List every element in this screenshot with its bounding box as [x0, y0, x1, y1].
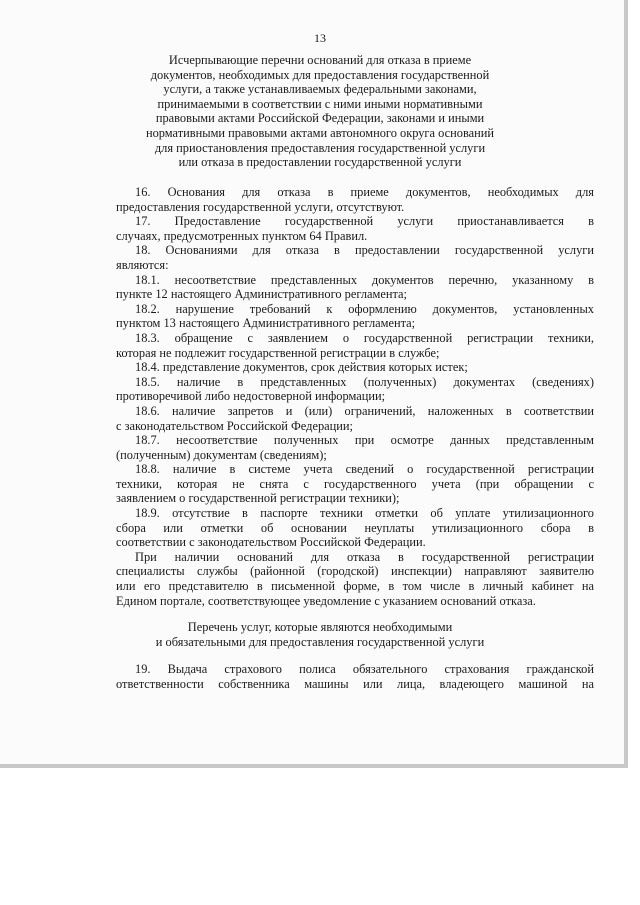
heading-line: Исчерпывающие перечни оснований для отказа в приеме — [168, 53, 472, 67]
heading-line: документов, необходимых для предоставления государственной — [150, 67, 490, 82]
text-line: пункте 12 настоящего Административного регламента; — [116, 287, 407, 302]
text-line: являются: — [116, 257, 169, 272]
text-line: 18. Основаниями для отказа в предоставлении государственной услуги — [135, 243, 594, 258]
heading-line: услуги, а также устанавливаемых федеральными законами, — [163, 82, 477, 97]
heading-line: для приостановления предоставления государственной услуги — [154, 140, 486, 155]
text-line: 18.2. нарушение требований к оформлению документов, установленных — [135, 301, 594, 316]
text-line: которая не подлежит государственной регистрации в службе; — [116, 345, 440, 360]
text-line: заявлением о государственной регистрации техники); — [116, 491, 400, 506]
text-line: 18.6. наличие запретов и (или) ограничений, наложенных в соответствии — [135, 403, 594, 418]
text-line: пунктом 13 настоящего Административного регламента; — [116, 316, 416, 331]
text-line: 18.4. представление документов, срок действия которых истек; — [135, 360, 468, 375]
section-heading-refusal-grounds — [100, 53, 540, 170]
text-line: техники, которая не снята с государственного учета (при обращении с — [116, 476, 594, 491]
heading-line: правовыми актами Российской Федерации, законами и иными — [155, 111, 485, 126]
text-line: 18.1. несоответствие представленных документов перечню, указанному в — [135, 272, 594, 287]
body-text — [116, 662, 594, 691]
section-heading-required-services — [100, 620, 540, 649]
heading-line: нормативными правовыми актами автономного округа оснований — [145, 125, 495, 140]
text-line: специалисты службы (районной (городской) инспекции) направляют заявителю — [116, 564, 594, 579]
text-line: с законодательством Российской Федерации; — [116, 418, 353, 433]
text-line: 18.9. отсутствие в паспорте техники отметки об уплате утилизационного — [135, 506, 594, 521]
text-line: случаях, предусмотренных пунктом 64 Правил. — [116, 228, 368, 243]
text-line: Едином портале, соответствующее уведомление с указанием оснований отказа. — [116, 593, 536, 608]
text-line: соответствии с законодательством Российской Федерации. — [116, 535, 426, 550]
text-line: 18.3. обращение с заявлением о государственной регистрации техники, — [135, 330, 594, 345]
page-number: 13 — [314, 31, 326, 45]
text-line: или его представителю в письменной форме, в том числе в личный кабинет на — [116, 579, 594, 594]
heading-line: Перечень услуг, которые являются необходимыми — [187, 620, 453, 634]
text-line: сбора или отметки об основании неуплаты утилизационного сбора в — [116, 520, 594, 535]
text-line: 19. Выдача страхового полиса обязательного страхования гражданской — [135, 662, 594, 676]
heading-line: принимаемыми в соответствии с ними иными нормативными — [157, 96, 483, 111]
text-line: При наличии оснований для отказа в государственной регистрации — [135, 549, 594, 564]
body-text — [116, 185, 594, 608]
text-line: 18.5. наличие в представленных (полученных) документах (сведениях) — [135, 374, 594, 389]
text-line: 18.8. наличие в системе учета сведений о государственной регистрации — [135, 462, 594, 477]
heading-line: или отказа в предоставлении государственной услуги — [178, 155, 462, 170]
text-line: противоречивой либо недостоверной информации; — [116, 389, 386, 404]
heading-line: и обязательными для предоставления государственной услуги — [155, 634, 485, 649]
text-line: 18.7. несоответствие полученных при осмотре данных представленным — [135, 433, 594, 448]
text-line: предоставления государственной услуги, отсутствуют. — [116, 199, 405, 214]
text-line: 16. Основания для отказа в приеме документов, необходимых для — [135, 185, 594, 199]
text-line: 17. Предоставление государственной услуги приостанавливается в — [135, 214, 594, 229]
text-line: (полученным) документам (сведениям); — [116, 447, 327, 462]
text-line: ответственности собственника машины или лица, владеющего машиной на — [116, 676, 594, 691]
